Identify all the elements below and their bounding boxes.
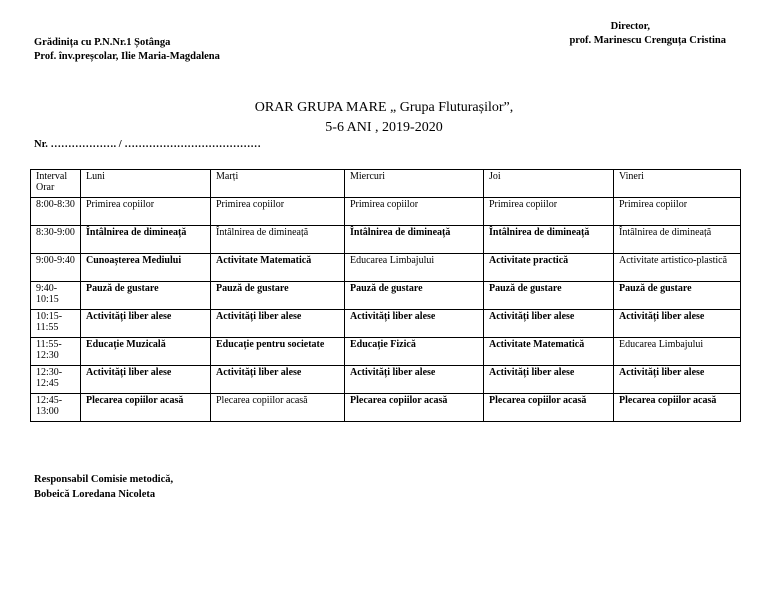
signature-role: Responsabil Comisie metodică, [34,474,174,485]
activity-cell: Educarea Limbajului [614,338,741,366]
header-row [31,170,741,198]
activity-cell: Educație pentru societate [211,338,345,366]
activity-cell: Activități liber alese [484,366,614,394]
activity-cell: Activități liber alese [614,366,741,394]
activity-cell: Activități liber alese [81,366,211,394]
interval-cell: 8:30-9:00 [31,226,81,254]
activity-cell: Plecarea copiilor acasă [211,394,345,422]
activity-cell: Educație Fizică [345,338,484,366]
table-row [31,338,741,366]
activity-cell: Activități liber alese [345,366,484,394]
activity-cell: Educație Muzicală [81,338,211,366]
activity-cell: Activități liber alese [614,310,741,338]
interval-cell: 11:55-12:30 [31,338,81,366]
institution-header [34,36,220,64]
header-day-1: Luni [81,170,211,198]
director-title: Director, [610,21,650,32]
schedule-table [30,169,741,422]
signature-block [34,472,173,502]
table-row [31,366,741,394]
interval-cell: 10:15-11:55 [31,310,81,338]
activity-cell: Plecarea copiilor acasă [345,394,484,422]
table-row [31,394,741,422]
header-day-5: Vineri [614,170,741,198]
header-day-2: Marți [211,170,345,198]
activity-cell: Primirea copiilor [81,198,211,226]
director-name: prof. Marinescu Crenguța Cristina [569,35,726,46]
activity-cell: Activități liber alese [345,310,484,338]
activity-cell: Întâlnirea de dimineață [211,226,345,254]
activity-cell: Pauză de gustare [345,282,484,310]
activity-cell: Activități liber alese [484,310,614,338]
table-row [31,310,741,338]
institution-name: Grădinița cu P.N.Nr.1 Șotânga [34,37,171,48]
activity-cell: Pauză de gustare [484,282,614,310]
activity-cell: Plecarea copiilor acasă [81,394,211,422]
interval-cell: 12:30-12:45 [31,366,81,394]
activity-cell: Educarea Limbajului [345,254,484,282]
activity-cell: Activitate practică [484,254,614,282]
activity-cell: Întâlnirea de dimineață [345,226,484,254]
interval-cell: 9:40-10:15 [31,282,81,310]
activity-cell: Activitate Matematică [211,254,345,282]
interval-cell: 8:00-8:30 [31,198,81,226]
activity-cell: Întâlnirea de dimineață [81,226,211,254]
header-day-3: Miercuri [345,170,484,198]
activity-cell: Activitate Matematică [484,338,614,366]
teacher-name: Prof. înv.preșcolar, Ilie Maria-Magdalena [34,51,220,62]
director-block [569,20,726,48]
activity-cell: Pauză de gustare [614,282,741,310]
activity-cell: Activități liber alese [81,310,211,338]
table-row [31,282,741,310]
interval-cell: 9:00-9:40 [31,254,81,282]
header-interval: Interval Orar [31,170,81,198]
table-row [31,198,741,226]
activity-cell: Activități liber alese [211,310,345,338]
activity-cell: Primirea copiilor [614,198,741,226]
activity-cell: Pauză de gustare [81,282,211,310]
activity-cell: Cunoașterea Mediului [81,254,211,282]
activity-cell: Primirea copiilor [484,198,614,226]
activity-cell: Activități liber alese [211,366,345,394]
activity-cell: Primirea copiilor [345,198,484,226]
signature-name: Bobeică Loredana Nicoleta [34,489,156,500]
title-line-1: ORAR GRUPA MARE „ Grupa Fluturașilor”, [254,100,514,115]
interval-cell: 12:45-13:00 [31,394,81,422]
registration-number: Nr. ………………. / ………………………………… [34,139,261,150]
header-day-4: Joi [484,170,614,198]
table-row [31,226,741,254]
activity-cell: Întâlnirea de dimineață [614,226,741,254]
activity-cell: Plecarea copiilor acasă [614,394,741,422]
activity-cell: Plecarea copiilor acasă [484,394,614,422]
title-line-2: 5-6 ANI , 2019-2020 [325,120,443,135]
document-title [0,98,768,138]
activity-cell: Primirea copiilor [211,198,345,226]
activity-cell: Întâlnirea de dimineață [484,226,614,254]
table-row [31,254,741,282]
activity-cell: Pauză de gustare [211,282,345,310]
activity-cell: Activitate artistico-plastică [614,254,741,282]
